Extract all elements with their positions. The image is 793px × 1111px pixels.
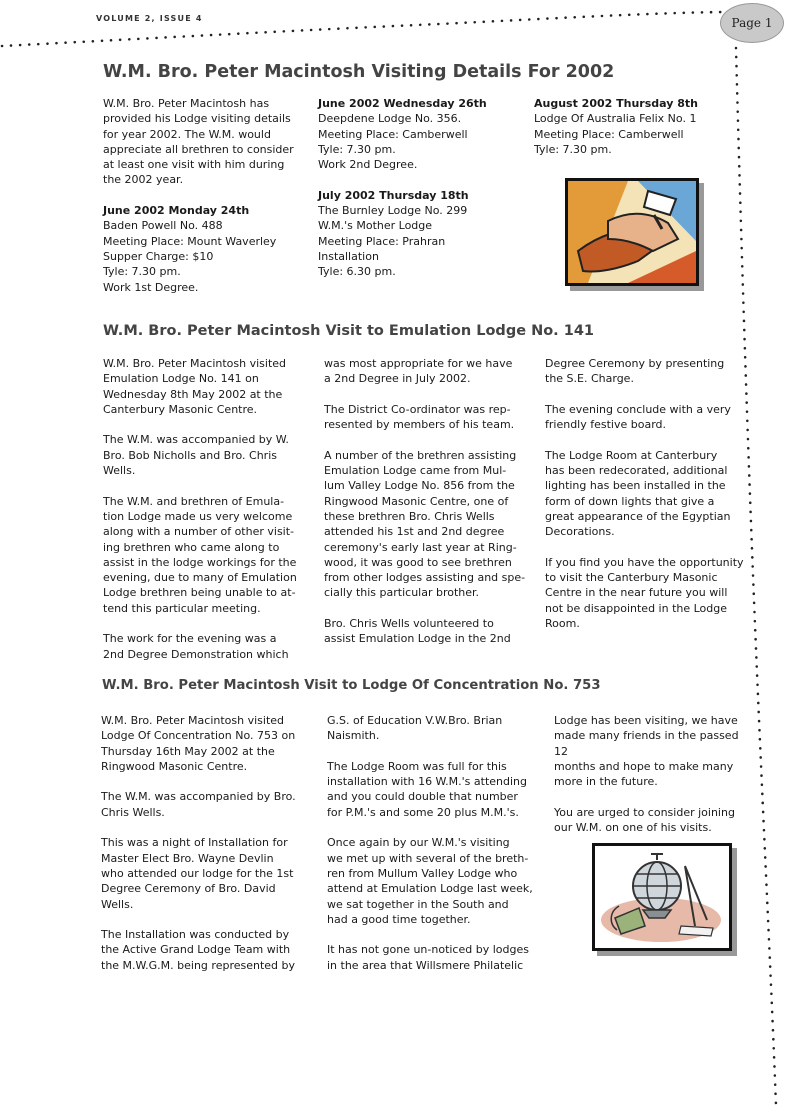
section2-col1 xyxy=(103,356,313,677)
section3-title: W.M. Bro. Peter Macintosh Visit to Lodge Of Concentration No. 753 xyxy=(102,678,601,693)
event-date: July 2002 Thursday 18th xyxy=(318,188,469,202)
page-number: Page 1 xyxy=(731,16,773,30)
handshake-icon xyxy=(568,181,696,283)
paragraph: The District Co-ordinator was rep- resented by members of his team. xyxy=(324,402,515,432)
section1-col1 xyxy=(103,96,308,310)
paragraph: The Lodge Room at Canterbury has been redecorated, additional lighting has been installed in the form of down lights that give a great appearance of the Egyptian Decorations. xyxy=(545,448,731,539)
paragraph: Degree Ceremony by presenting the S.E. Charge. xyxy=(545,357,725,386)
section1-col2 xyxy=(318,96,528,295)
paragraph: The Lodge Room was full for this installation with 16 W.M.'s attending and you could double that number for P.M.'s and some 20 plus M.M.'s. xyxy=(327,759,528,819)
section3-col1 xyxy=(101,713,316,988)
paragraph: This was a night of Installation for Master Elect Bro. Wayne Devlin who attended our lodge for the 1st Degree Ceremony of Bro. David Wells. xyxy=(101,836,294,911)
section3-col3 xyxy=(554,713,754,851)
globe-icon xyxy=(595,846,729,948)
event-item xyxy=(318,96,528,172)
paragraph: Bro. Chris Wells volunteered to assist Emulation Lodge in the 2nd xyxy=(324,617,511,646)
paragraph: The W.M. and brethren of Emula- tion Lodge made us very welcome along with a number of other visit- ing brethren who came along to assist in the lodge workings for the evening, due to many of Emulation Lodge brethren being unable to at- tend this particular meeting. xyxy=(103,494,297,615)
event-details: Baden Powell No. 488 Meeting Place: Mount Waverley Supper Charge: $10 Tyle: 7.30 pm. Work 1st Degree. xyxy=(103,219,277,294)
paragraph: The evening conclude with a very friendly festive board. xyxy=(545,402,731,432)
paragraph: Once again by our W.M.'s visiting we met up with several of the breth- ren from Mullum Valley Lodge who attend at Emulation Lodge last week, we sat together in the South and had a good time together. xyxy=(327,836,533,926)
event-date: August 2002 Thursday 8th xyxy=(534,97,698,110)
section2-col2 xyxy=(324,356,536,662)
section1-col3 xyxy=(534,96,734,172)
paragraph: The Installation was conducted by the Active Grand Lodge Team with the M.W.G.M. being represented by xyxy=(101,928,296,972)
event-date: June 2002 Wednesday 26th xyxy=(318,97,487,110)
event-item xyxy=(318,188,528,280)
event-item xyxy=(103,203,308,295)
globe-tools-clipart xyxy=(592,843,732,951)
section3-col2 xyxy=(327,713,542,988)
event-item xyxy=(534,96,734,157)
paragraph: The W.M. was accompanied by W. Bro. Bob Nicholls and Bro. Chris Wells. xyxy=(103,433,289,478)
section2-title: W.M. Bro. Peter Macintosh Visit to Emulation Lodge No. 141 xyxy=(103,323,594,339)
volume-issue: VOLUME 2, ISSUE 4 xyxy=(96,14,203,23)
section1-intro: W.M. Bro. Peter Macintosh has provided his Lodge visiting details for year 2002. The W.M. would appreciate all brethren to consider at least one visit with him during the 2002 year. xyxy=(103,97,294,187)
paragraph: W.M. Bro. Peter Macintosh visited Emulation Lodge No. 141 on Wednesday 8th May 2002 at the Canterbury Masonic Centre. xyxy=(103,357,287,416)
event-details: The Burnley Lodge No. 299 W.M.'s Mother Lodge Meeting Place: Prahran Installation Tyle: 6.30 pm. xyxy=(318,204,468,279)
paragraph: was most appropriate for we have a 2nd Degree in July 2002. xyxy=(324,357,513,386)
paragraph: It has not gone un-noticed by lodges in the area that Willsmere Philatelic xyxy=(327,943,529,972)
event-details: Lodge Of Australia Felix No. 1 Meeting Place: Camberwell Tyle: 7.30 pm. xyxy=(534,112,697,156)
event-details: Deepdene Lodge No. 356. Meeting Place: Camberwell Tyle: 7.30 pm. Work 2nd Degree. xyxy=(318,112,468,172)
paragraph: Lodge has been visiting, we have made many friends in the passed 12 months and hope to make many more in the future. xyxy=(554,714,739,789)
paragraph: A number of the brethren assisting Emulation Lodge came from Mul- lum Valley Lodge No. 856 from the Ringwood Masonic Centre, one of these brethren Bro. Chris Wells attended his 1st and 2nd degree ceremony's early last year at Ring- wood, it was good to see brethren from other lodges assisting and spe- cially this particular brother. xyxy=(324,448,526,600)
paragraph: The W.M. was accompanied by Bro. Chris Wells. xyxy=(101,790,296,819)
handshake-clipart xyxy=(565,178,699,286)
page-number-badge xyxy=(720,3,784,43)
section1-title: W.M. Bro. Peter Macintosh Visiting Details For 2002 xyxy=(103,62,615,82)
paragraph: W.M. Bro. Peter Macintosh visited Lodge Of Concentration No. 753 on Thursday 16th May 2002 at the Ringwood Masonic Centre. xyxy=(101,714,296,773)
paragraph: G.S. of Education V.W.Bro. Brian Naismith. xyxy=(327,714,503,743)
section2-col3 xyxy=(545,356,745,647)
event-date: June 2002 Monday 24th xyxy=(103,204,250,218)
paragraph: You are urged to consider joining our W.M. on one of his visits. xyxy=(554,805,735,835)
paragraph: If you find you have the opportunity to visit the Canterbury Masonic Centre in the near future you will not be disappointed in the Lodge Room. xyxy=(545,555,744,631)
paragraph: The work for the evening was a 2nd Degree Demonstration which xyxy=(103,632,289,661)
